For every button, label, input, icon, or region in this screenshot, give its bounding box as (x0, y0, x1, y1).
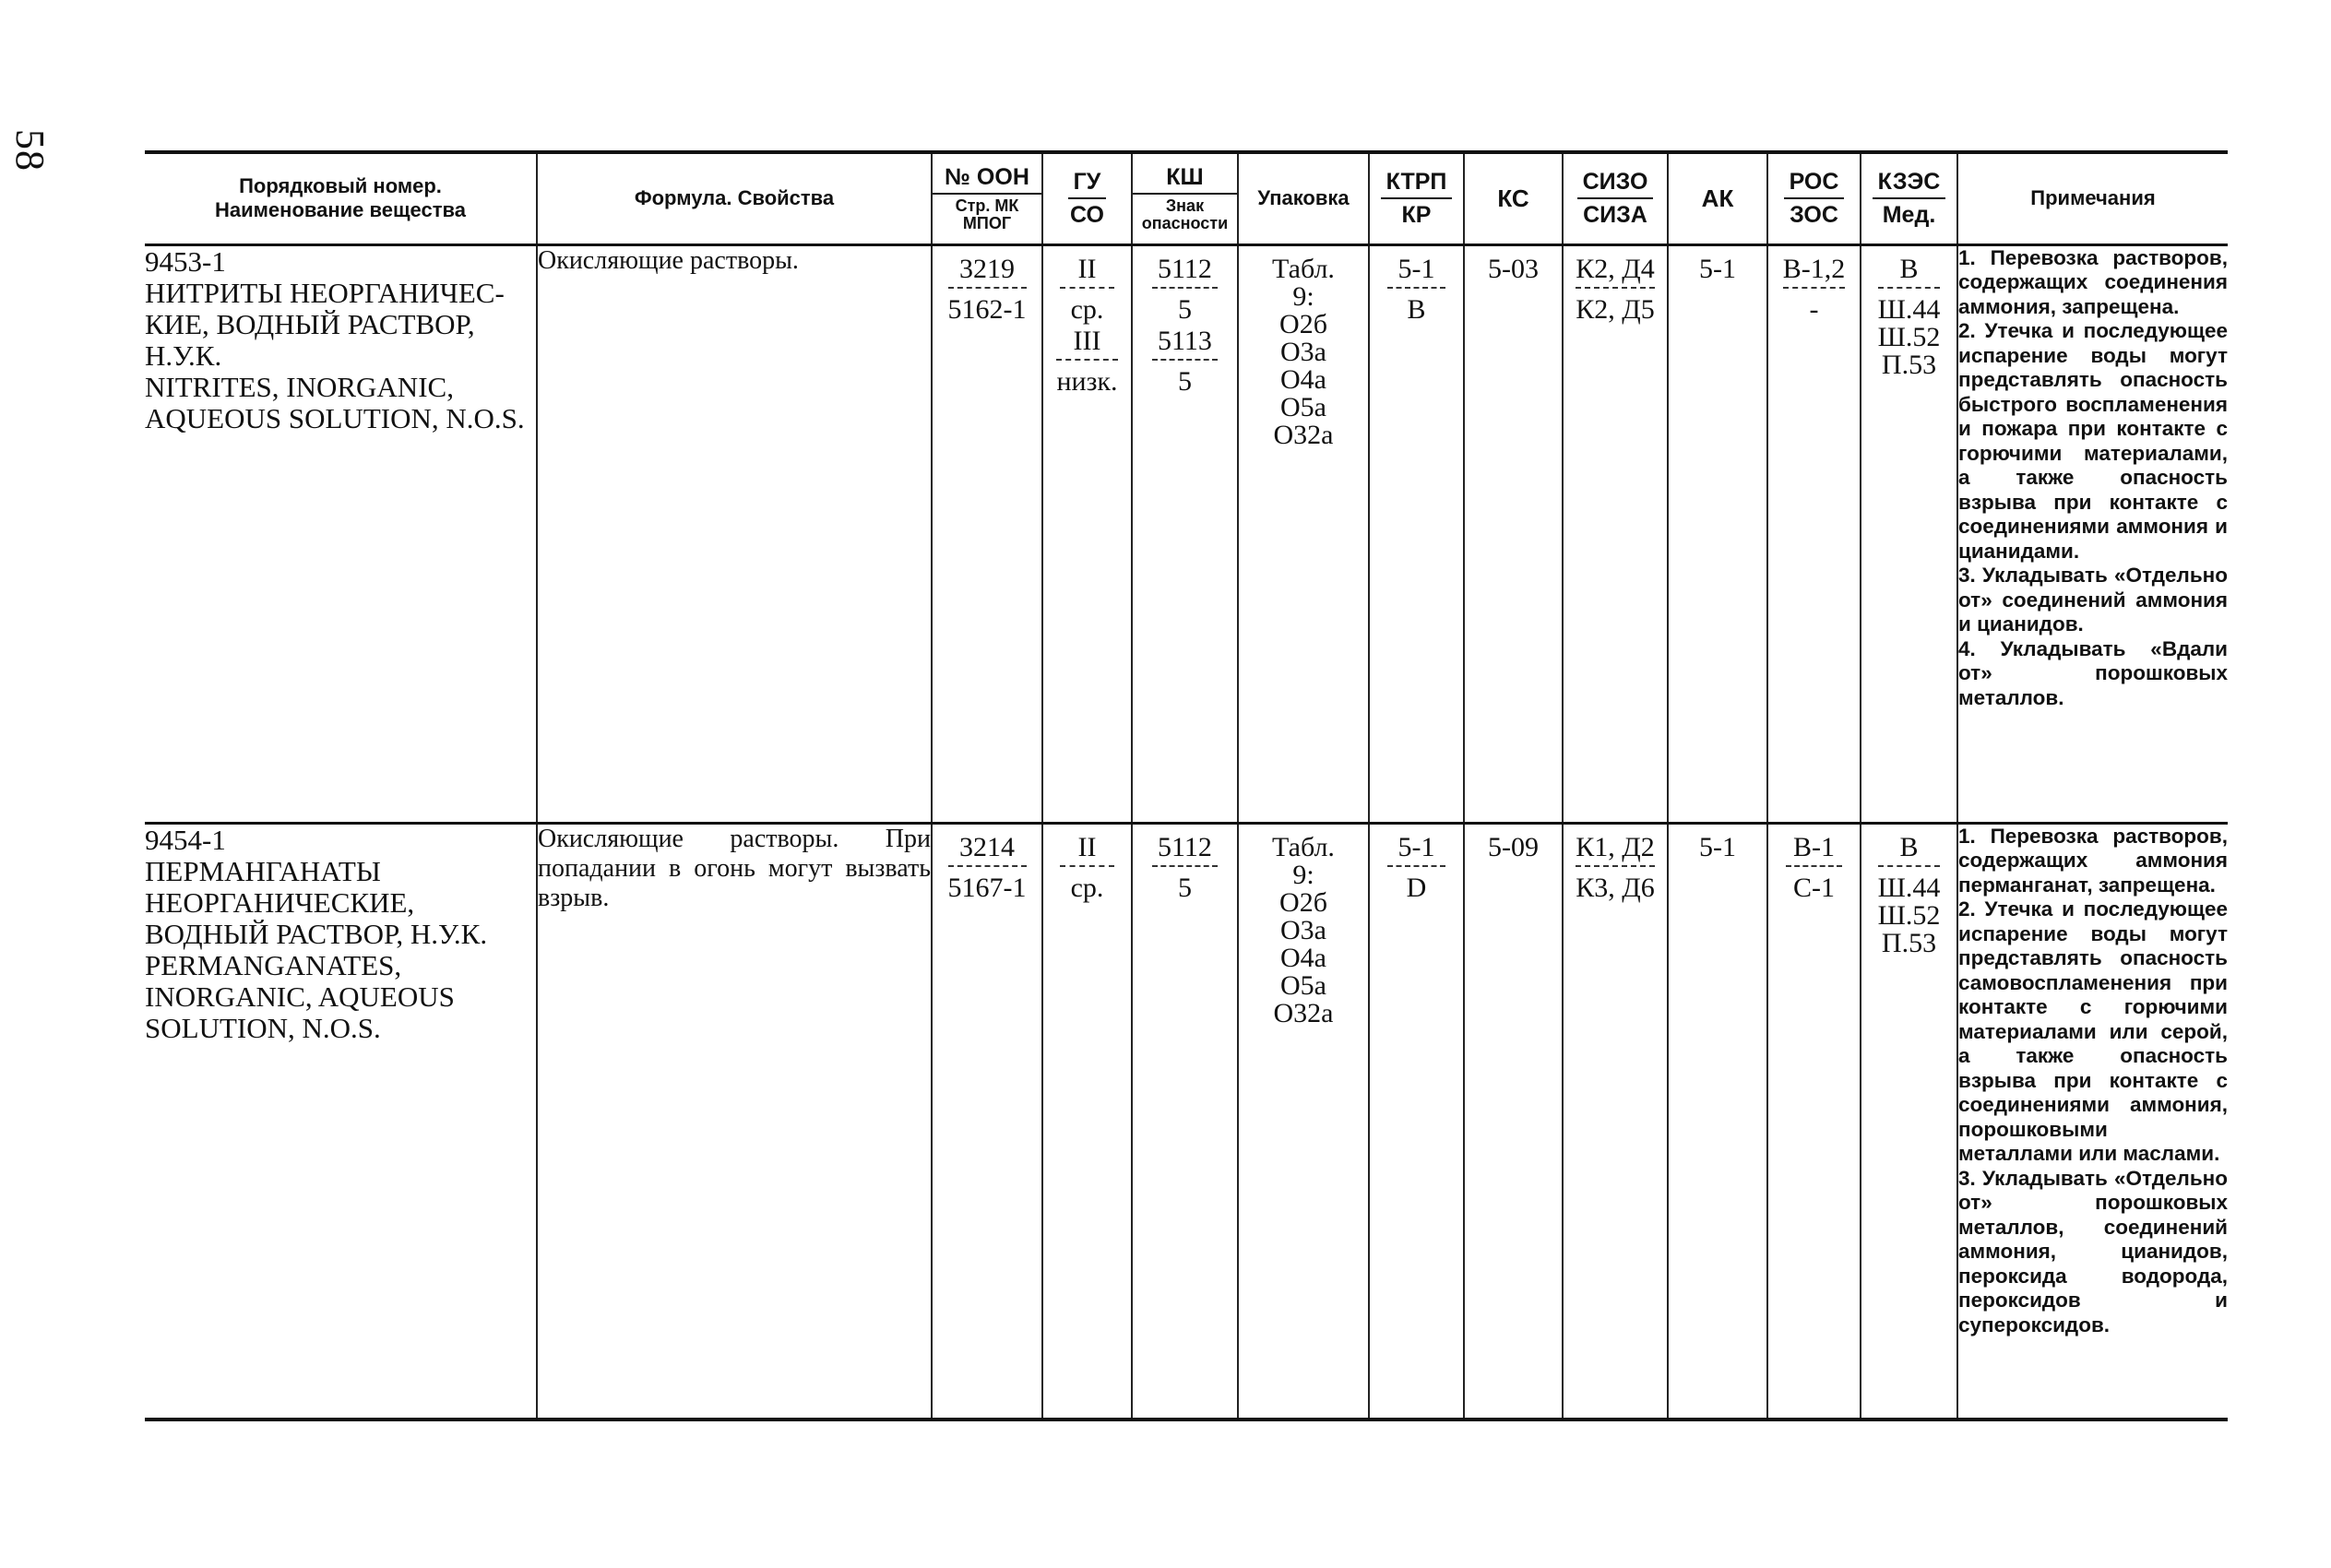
formula-cell: Окисляющие растворы. (537, 244, 932, 823)
header-pack: Упаковка (1238, 152, 1369, 244)
notes-cell: 1. Перевозка растворов, содержащих соединения аммония, запрещена. 2. Утечка и последующее испарение воды могут представлять опасность быстрого воспламенения и пожара при контакте с горючими материалами, а также опасность взрыва при контакте с соединениями аммония и цианидами. 3. Укладывать «Отдельно от» соединений аммония и цианидов. 4. Укладывать «Вдали от» порошковых металлов. (1957, 244, 2228, 823)
ktrp-cell: $\frac{5-1}{D}$ (1369, 823, 1464, 1420)
formula-cell: Окисляющие растворы. При попадании в огонь могут вызвать взрыв. (537, 823, 932, 1420)
ak-cell: 5-1 (1668, 244, 1767, 823)
header-kzes: $\frac{\text{КЗЭС}}{\text{Мед.}}$ (1861, 152, 1957, 244)
ros-cell: $\frac{В-1,2}{-}$ (1767, 244, 1861, 823)
header-gu: $\frac{ГУ}{СО}$ (1042, 152, 1132, 244)
ksh-cell: $\frac{5112}{5}$ (1132, 823, 1238, 1420)
kzes-cell: В Ш.44 Ш.52 П.53 (1861, 244, 1957, 823)
pack-cell: Табл. 9: О2б О3а О4а О5а О32а (1238, 244, 1369, 823)
ros-cell: $\frac{В-1}{С-1}$ (1767, 823, 1861, 1420)
substance-name-en: PERMANGANATES, INORGANIC, AQUEOUS SOLUTION, N.O.S. (145, 948, 455, 1044)
header-ak: АК (1668, 152, 1767, 244)
substance-name-ru: НИТРИТЫ НЕОРГАНИЧЕС-КИЕ, ВОДНЫЙ РАСТВОР, Н.У.К. (145, 276, 505, 372)
header-sizo: $\frac{\text{СИЗО}}{\text{СИЗА}}$ (1563, 152, 1668, 244)
substance-code: 9453-1 (145, 244, 226, 278)
table-row (145, 244, 2228, 823)
substance-name-cell (145, 244, 537, 823)
header-ksh: $\frac{КШ}{\text{Знак опасности}}$ (1132, 152, 1238, 244)
ak-cell: 5-1 (1668, 823, 1767, 1420)
table-header-row (145, 152, 2228, 244)
ks-cell: 5-03 (1464, 244, 1563, 823)
un-cell: $\frac{3219}{5162-1}$ (932, 244, 1042, 823)
substance-table (145, 150, 2228, 1421)
ktrp-cell: $\frac{5-1}{В}$ (1369, 244, 1464, 823)
sizo-cell: $\frac{К1, Д2}{К3, Д6}$ (1563, 823, 1668, 1420)
sizo-cell: $\frac{К2, Д4}{К2, Д5}$ (1563, 244, 1668, 823)
header-ks: КС (1464, 152, 1563, 244)
kzes-cell: В Ш.44 Ш.52 П.53 (1861, 823, 1957, 1420)
gu-cell: $\frac{II}{ср.}$ (1042, 823, 1132, 1420)
header-name: Порядковый номер. Наименование вещества (145, 152, 537, 244)
substance-name-cell (145, 823, 537, 1420)
substance-code: 9454-1 (145, 823, 226, 856)
substance-name-ru: ПЕРМАНГАНАТЫ НЕОРГАНИЧЕСКИЕ, ВОДНЫЙ РАСТВОР, Н.У.К. (145, 854, 488, 950)
ksh-cell: $\frac{5112}{5}$ $\frac{5113}{5}$ (1132, 244, 1238, 823)
pack-cell: Табл. 9: О2б О3а О4а О5а О32а (1238, 823, 1369, 1420)
un-cell: $\frac{3214}{5167-1}$ (932, 823, 1042, 1420)
page-number: 58 (7, 129, 53, 172)
header-formula: Формула. Свойства (537, 152, 932, 244)
table-row (145, 823, 2228, 1420)
substance-name-en: NITRITES, INORGANIC, AQUEOUS SOLUTION, N.O.S. (145, 370, 525, 434)
ks-cell: 5-09 (1464, 823, 1563, 1420)
gu-cell: $\frac{II}{ср.}$ $\frac{\text{III}}{\text{низк.}}$ (1042, 244, 1132, 823)
header-ktrp: $\frac{\text{КТРП}}{КР}$ (1369, 152, 1464, 244)
header-notes: Примечания (1957, 152, 2228, 244)
header-un: $\frac{\text{№ ООН}}{\text{Стр. МК МПОГ}}$ (932, 152, 1042, 244)
header-ros: $\frac{\text{РОС}}{\text{ЗОС}}$ (1767, 152, 1861, 244)
notes-cell: 1. Перевозка растворов, содержащих аммония перманганат, запрещена. 2. Утечка и последующее испарение воды могут представлять опасность самовоспламенения при контакте с горючими материалами или серой, а также опасность взрыва при контакте с соединениями аммония, порошковыми металлами или маслами. 3. Укладывать «Отдельно от» порошковых металлов, соединений аммония, цианидов, пероксида водорода, пероксидов и супероксидов. (1957, 823, 2228, 1420)
